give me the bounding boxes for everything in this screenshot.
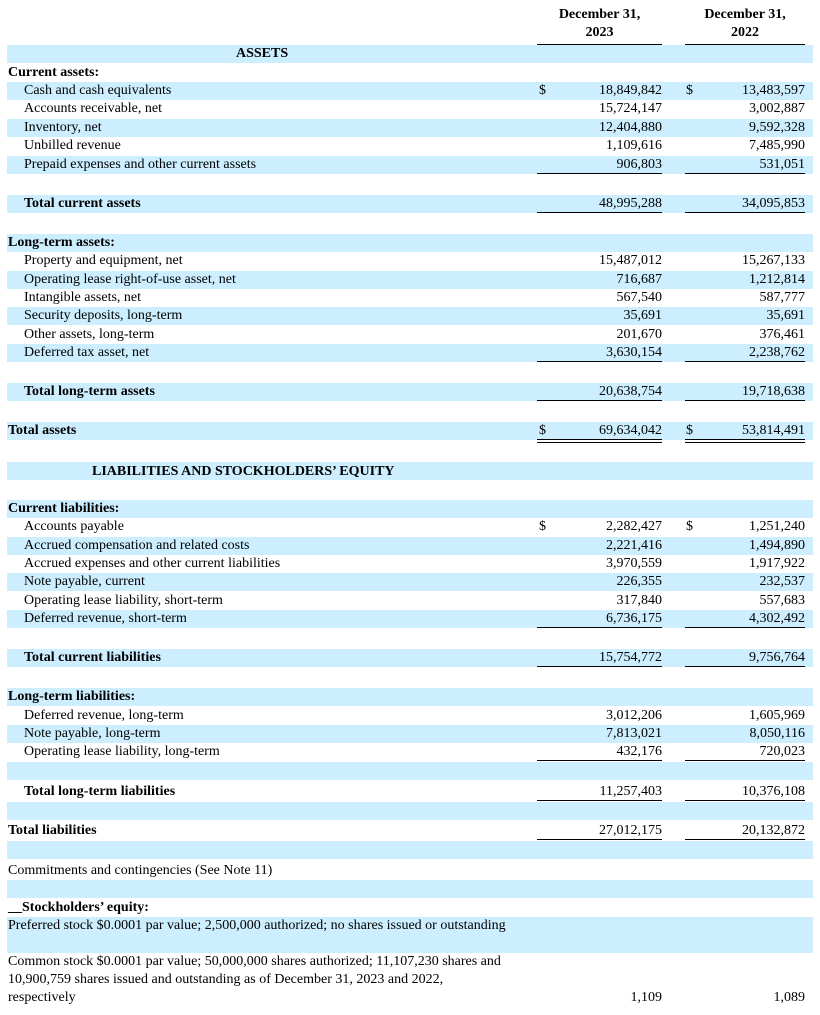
value-2023: 69,634,042 — [599, 423, 662, 438]
row-label: Accounts receivable, net — [24, 101, 162, 116]
total-label: Total long-term assets — [24, 384, 155, 399]
value-2023: 906,803 — [616, 157, 662, 172]
subtotal-underline — [537, 627, 662, 628]
row-label: Cash and cash equivalents — [24, 83, 172, 98]
table-row — [7, 119, 813, 137]
spacer-row — [7, 762, 813, 780]
value-2022: 9,592,328 — [749, 120, 805, 135]
total-label: Total assets — [8, 423, 77, 438]
spacer-row — [7, 880, 813, 898]
value-2023: 2,221,416 — [606, 538, 662, 553]
table-row — [7, 592, 813, 610]
value-2022: 1,605,969 — [749, 708, 805, 723]
value-2022: 4,302,492 — [749, 611, 805, 626]
row-label: Deferred revenue, long-term — [24, 708, 184, 723]
total-underline — [537, 212, 662, 213]
value-2023: 27,012,175 — [599, 823, 662, 838]
total-row — [7, 195, 813, 213]
column-header-2023 — [537, 6, 662, 42]
value-2022: 8,050,116 — [749, 726, 805, 741]
subtotal-underline — [537, 760, 662, 761]
total-label: Total current assets — [24, 196, 141, 211]
value-2023: 18,849,842 — [599, 83, 662, 98]
row-label: Accounts payable — [24, 519, 124, 534]
value-2022: 1,494,890 — [749, 538, 805, 553]
total-underline — [537, 400, 662, 401]
table-row — [7, 252, 813, 270]
table-row — [7, 307, 813, 325]
total-label: Total liabilities — [8, 823, 97, 838]
subtotal-underline — [685, 760, 805, 761]
current-assets-heading: Current assets: — [8, 65, 100, 80]
table-row — [7, 82, 813, 100]
long-term-liabilities-heading-row — [7, 688, 813, 706]
currency-symbol: $ — [686, 83, 693, 98]
row-label: Other assets, long-term — [24, 327, 155, 342]
common-stock-values — [7, 989, 813, 1007]
row-label: Operating lease liability, short-term — [24, 593, 223, 608]
total-label: Total current liabilities — [24, 650, 161, 665]
total-liabilities-row — [7, 822, 813, 840]
value-2022: 10,376,108 — [742, 784, 805, 799]
value-2022: 531,051 — [759, 157, 805, 172]
value-2022: 20,132,872 — [742, 823, 805, 838]
row-label: Deferred tax asset, net — [24, 345, 150, 360]
total-label: Total long-term liabilities — [24, 784, 176, 799]
value-2023: 48,995,288 — [599, 196, 662, 211]
table-row — [7, 537, 813, 555]
value-2023: 11,257,403 — [599, 784, 662, 799]
value-2022: 19,718,638 — [742, 384, 805, 399]
current-liabilities-heading: Current liabilities: — [8, 501, 120, 516]
current-assets-heading-row — [7, 64, 813, 82]
row-label: Note payable, current — [24, 574, 145, 589]
value-2022: 232,537 — [759, 574, 805, 589]
value-2022: 2,238,762 — [749, 345, 805, 360]
value-2022: 720,023 — [759, 744, 805, 759]
table-row — [7, 610, 813, 628]
long-term-liabilities-heading: Long-term liabilities: — [8, 689, 136, 704]
total-row — [7, 649, 813, 667]
value-2022: 587,777 — [759, 290, 805, 305]
value-2022: 53,814,491 — [742, 423, 805, 438]
value-2022: 7,485,990 — [749, 138, 805, 153]
value-2022: 557,683 — [759, 593, 805, 608]
column-header-2022-line1: December 31, — [704, 7, 786, 22]
assets-title-row — [7, 45, 813, 63]
commitments-label: Commitments and contingencies (See Note 11) — [8, 863, 273, 878]
column-header-2023-line1: December 31, — [558, 7, 641, 22]
value-2023: 12,404,880 — [599, 120, 662, 135]
spacer-row — [7, 841, 813, 859]
assets-title: ASSETS — [236, 46, 289, 61]
spacer-row — [7, 802, 813, 820]
row-label: Note payable, long-term — [24, 726, 161, 741]
table-row — [7, 156, 813, 174]
value-2023: 15,754,772 — [599, 650, 662, 665]
row-label: Operating lease right-of-use asset, net — [24, 272, 236, 287]
equity-heading: __Stockholders’ equity: — [8, 900, 149, 915]
value-2023: 317,840 — [616, 593, 662, 608]
total-row — [7, 383, 813, 401]
total-underline — [537, 839, 662, 840]
row-label: Property and equipment, net — [24, 253, 183, 268]
total-underline — [685, 839, 805, 840]
column-header-2022-line2: 2022 — [731, 25, 759, 40]
value-2023: 226,355 — [616, 574, 662, 589]
row-label: Deferred revenue, short-term — [24, 611, 187, 626]
value-2022: 13,483,597 — [742, 83, 805, 98]
common-stock-label: Common stock $0.0001 par value; 50,000,000 shares authorized; 11,107,230 shares and 10,900,759 shares issued and outstanding as of December 31, 2023 and 2022, respectively — [8, 954, 501, 1005]
value-2023: 201,670 — [616, 327, 662, 342]
long-term-assets-heading: Long-term assets: — [8, 235, 115, 250]
table-row — [7, 100, 813, 118]
commitments-row — [7, 862, 813, 880]
total-underline — [685, 400, 805, 401]
value-2023: 432,176 — [616, 744, 662, 759]
currency-symbol: $ — [539, 423, 546, 438]
double-underline — [685, 439, 805, 443]
value-2022: 1,089 — [773, 990, 805, 1005]
table-row — [7, 137, 813, 155]
currency-symbol: $ — [539, 519, 546, 534]
subtotal-underline — [685, 173, 805, 174]
row-label: Operating lease liability, long-term — [24, 744, 220, 759]
table-row — [7, 271, 813, 289]
subtotal-underline — [537, 361, 662, 362]
row-label: Unbilled revenue — [24, 138, 121, 153]
subtotal-underline — [537, 173, 662, 174]
table-row — [7, 555, 813, 573]
row-label: Intangible assets, net — [24, 290, 142, 305]
total-row — [7, 783, 813, 801]
table-row — [7, 725, 813, 743]
table-row — [7, 289, 813, 307]
value-2023: 15,724,147 — [599, 101, 662, 116]
subtotal-underline — [685, 627, 805, 628]
currency-symbol: $ — [686, 519, 693, 534]
table-row — [7, 707, 813, 725]
current-liabilities-heading-row — [7, 500, 813, 518]
value-2022: 35,691 — [766, 308, 805, 323]
table-row — [7, 743, 813, 761]
value-2023: 35,691 — [623, 308, 662, 323]
table-row — [7, 518, 813, 536]
equity-heading-text: Stockholders’ equity: — [22, 900, 149, 915]
value-2022: 1,251,240 — [749, 519, 805, 534]
total-underline — [537, 800, 662, 801]
row-label: Prepaid expenses and other current assets — [24, 157, 257, 172]
value-2023: 3,970,559 — [606, 556, 662, 571]
total-underline — [685, 212, 805, 213]
value-2023: 1,109 — [630, 990, 662, 1005]
row-label: Accrued expenses and other current liabilities — [24, 556, 281, 571]
total-underline — [537, 666, 662, 667]
table-row — [7, 344, 813, 362]
value-2022: 376,461 — [759, 327, 805, 342]
value-2023: 2,282,427 — [606, 519, 662, 534]
currency-symbol: $ — [539, 83, 546, 98]
total-assets-row — [7, 422, 813, 440]
value-2022: 1,917,922 — [749, 556, 805, 571]
subtotal-underline — [685, 361, 805, 362]
currency-symbol: $ — [686, 423, 693, 438]
row-label: Accrued compensation and related costs — [24, 538, 250, 553]
total-underline — [685, 666, 805, 667]
row-label: Security deposits, long-term — [24, 308, 183, 323]
table-row — [7, 326, 813, 344]
row-label: Inventory, net — [24, 120, 102, 135]
double-underline — [537, 439, 662, 443]
liabilities-title: LIABILITIES AND STOCKHOLDERS’ EQUITY — [92, 464, 395, 479]
value-2023: 3,630,154 — [606, 345, 662, 360]
value-2023: 3,012,206 — [606, 708, 662, 723]
value-2023: 716,687 — [616, 272, 662, 287]
value-2022: 15,267,133 — [742, 253, 805, 268]
value-2022: 34,095,853 — [742, 196, 805, 211]
preferred-stock-label: Preferred stock $0.0001 par value; 2,500,000 authorized; no shares issued or outstanding — [8, 918, 506, 933]
column-header-2022 — [685, 6, 805, 42]
table-row — [7, 573, 813, 591]
value-2022: 9,756,764 — [749, 650, 805, 665]
value-2023: 6,736,175 — [606, 611, 662, 626]
total-underline — [685, 800, 805, 801]
long-term-assets-heading-row — [7, 234, 813, 252]
value-2023: 20,638,754 — [599, 384, 662, 399]
value-2023: 15,487,012 — [599, 253, 662, 268]
value-2023: 1,109,616 — [606, 138, 662, 153]
equity-heading-row — [7, 899, 813, 917]
value-2022: 1,212,814 — [749, 272, 805, 287]
value-2023: 567,540 — [616, 290, 662, 305]
value-2022: 3,002,887 — [749, 101, 805, 116]
column-header-2023-line2: 2023 — [585, 25, 614, 40]
value-2023: 7,813,021 — [606, 726, 662, 741]
